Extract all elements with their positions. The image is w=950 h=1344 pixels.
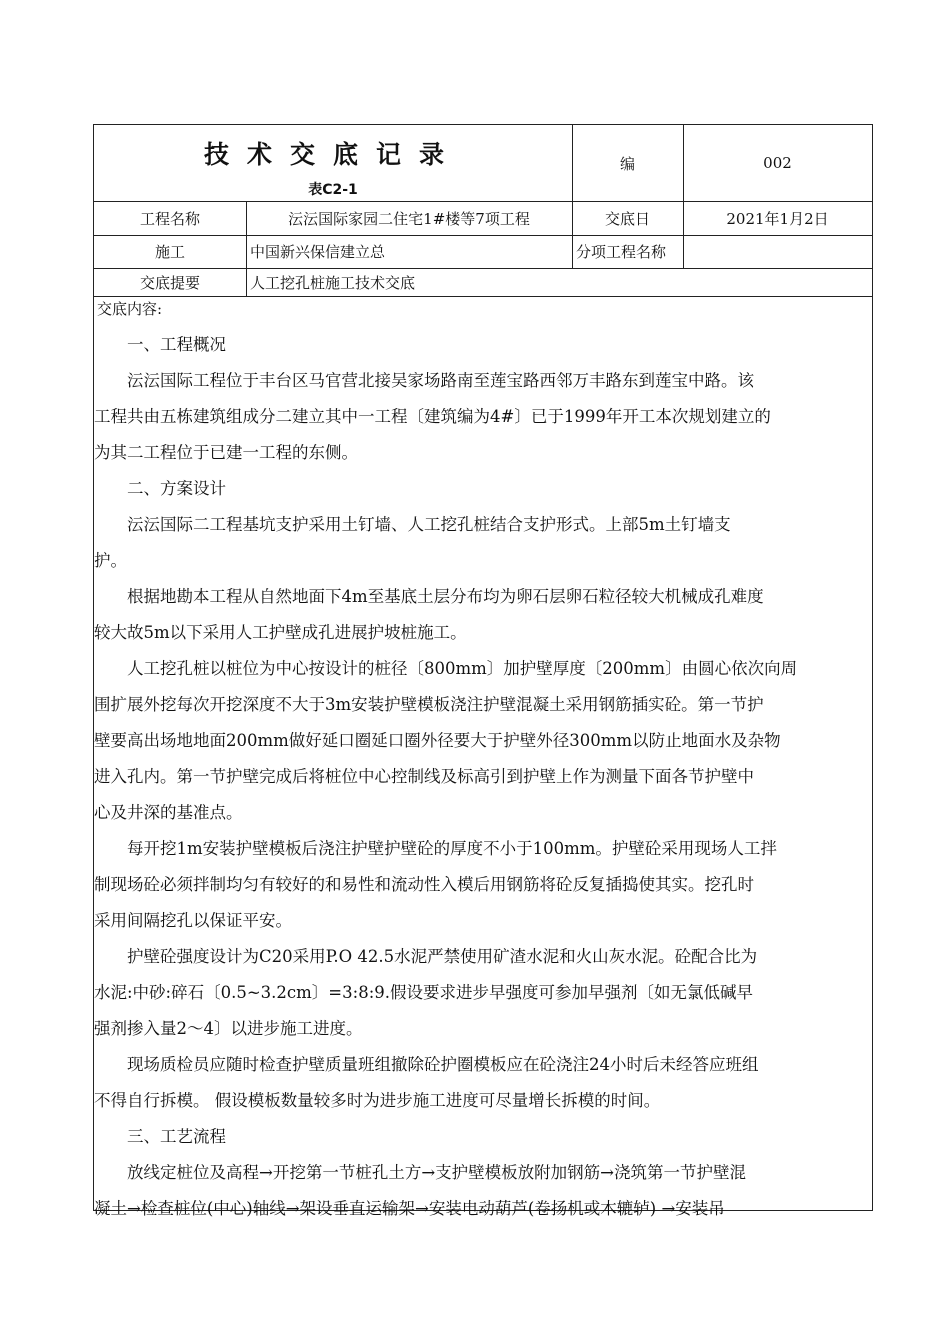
content-line: 二、方案设计 (94, 479, 226, 498)
row-divider (94, 296, 872, 297)
date-label: 交底日 (604, 209, 650, 228)
content-line: 围扩展外挖每次开挖深度不大于3m安装护壁模板浇注护壁混凝土采用钢筋插实砼。第一节护 (94, 695, 764, 714)
content-line: 工程共由五栋建筑组成分二建立其中一工程〔建筑编为4#〕已于1999年开工本次规划建立的 (94, 407, 771, 426)
content-line: 每开挖1m安装护壁模板后浇注护壁护壁砼的厚度不小于100mm。护壁砼采用现场人工拌 (94, 839, 777, 858)
summary-value: 人工挖孔桩施工技术交底 (250, 273, 416, 292)
content-line: 水泥:中砂:碎石〔0.5~3.2cm〕=3:8:9.假设要求进步早强度可参加早强剂〔如无氯低碱早 (94, 983, 753, 1002)
content-line: 三、工艺流程 (94, 1127, 226, 1146)
construction-label: 施工 (154, 243, 185, 261)
content-line: 沄沄国际工程位于丰台区马官营北接吴家场路南至莲宝路西邻万丰路东到莲宝中路。该 (94, 371, 754, 390)
content-line: 现场质检员应随时检查护壁质量班组撤除砼护圈模板应在砼浇注24小时后未经答应班组 (94, 1055, 759, 1074)
content-line: 进入孔内。第一节护壁完成后将桩位中心控制线及标高引到护壁上作为测量下面各节护壁中 (94, 767, 754, 786)
subproject-value (683, 235, 872, 268)
construction-value: 中国新兴保信建立总 (250, 243, 386, 261)
code-label: 编 (619, 154, 635, 173)
content-line: 护壁砼强度设计为C20采用P.O 42.5水泥严禁使用矿渣水泥和火山灰水泥。砼配合比为 (94, 947, 758, 966)
code-value: 002 (763, 154, 792, 172)
project-name-value: 沄沄国际家园二住宅1#楼等7项工程 (288, 209, 530, 228)
content-line: 强剂掺入量2～4〕以进步施工进度。 (94, 1019, 363, 1038)
content-line: 为其二工程位于已建一工程的东侧。 (94, 443, 358, 462)
content-line: 制现场砼必须拌制均匀有较好的和易性和流动性入模后用钢筋将砼反复插捣使其实。挖孔时 (94, 875, 754, 894)
content-line: 护。 (94, 551, 127, 570)
content-body (94, 327, 872, 1227)
form-subtitle: 表C2-1 (308, 182, 358, 198)
content-line: 人工挖孔桩以桩位为中心按设计的桩径〔800mm〕加护壁厚度〔200mm〕由圆心依次向周 (94, 659, 798, 678)
content-line: 放线定桩位及高程→开挖第一节桩孔土方→支护壁模板放附加钢筋→浇筑第一节护壁混 (94, 1163, 746, 1182)
content-line: 采用间隔挖孔以保证平安。 (94, 911, 292, 930)
content-line: 心及井深的基准点。 (94, 803, 243, 822)
content-line: 较大故5m以下采用人工护壁成孔进展护坡桩施工。 (94, 623, 467, 642)
subproject-label: 分项工程名称 (576, 243, 667, 261)
date-value: 2021年1月2日 (726, 209, 829, 228)
project-name-label: 工程名称 (139, 209, 200, 228)
form-title: 技术交底记录 (203, 140, 462, 169)
content-label: 交底内容: (97, 300, 163, 318)
technical-disclosure-form (93, 124, 873, 1218)
content-line: 根据地勘本工程从自然地面下4m至基底土层分布均为卵石层卵石粒径较大机械成孔难度 (94, 587, 764, 606)
content-line: 一、工程概况 (94, 335, 226, 354)
content-line: 不得自行拆模。 假设模板数量较多时为进步施工进度可尽量增长拆模的时间。 (94, 1091, 661, 1110)
summary-label: 交底提要 (139, 273, 200, 292)
content-line: 凝土→检查桩位(中心)轴线→架设垂直运输架→安装电动葫芦(卷扬机或木辘轳) →安装吊 (94, 1199, 725, 1218)
content-line: 壁要高出场地地面200mm做好延口圈延口圈外径要大于护壁外径300mm以防止地面水及杂物 (94, 731, 781, 750)
content-line: 沄沄国际二工程基坑支护采用土钉墙、人工挖孔桩结合支护形式。上部5m土钉墙支 (94, 515, 731, 534)
